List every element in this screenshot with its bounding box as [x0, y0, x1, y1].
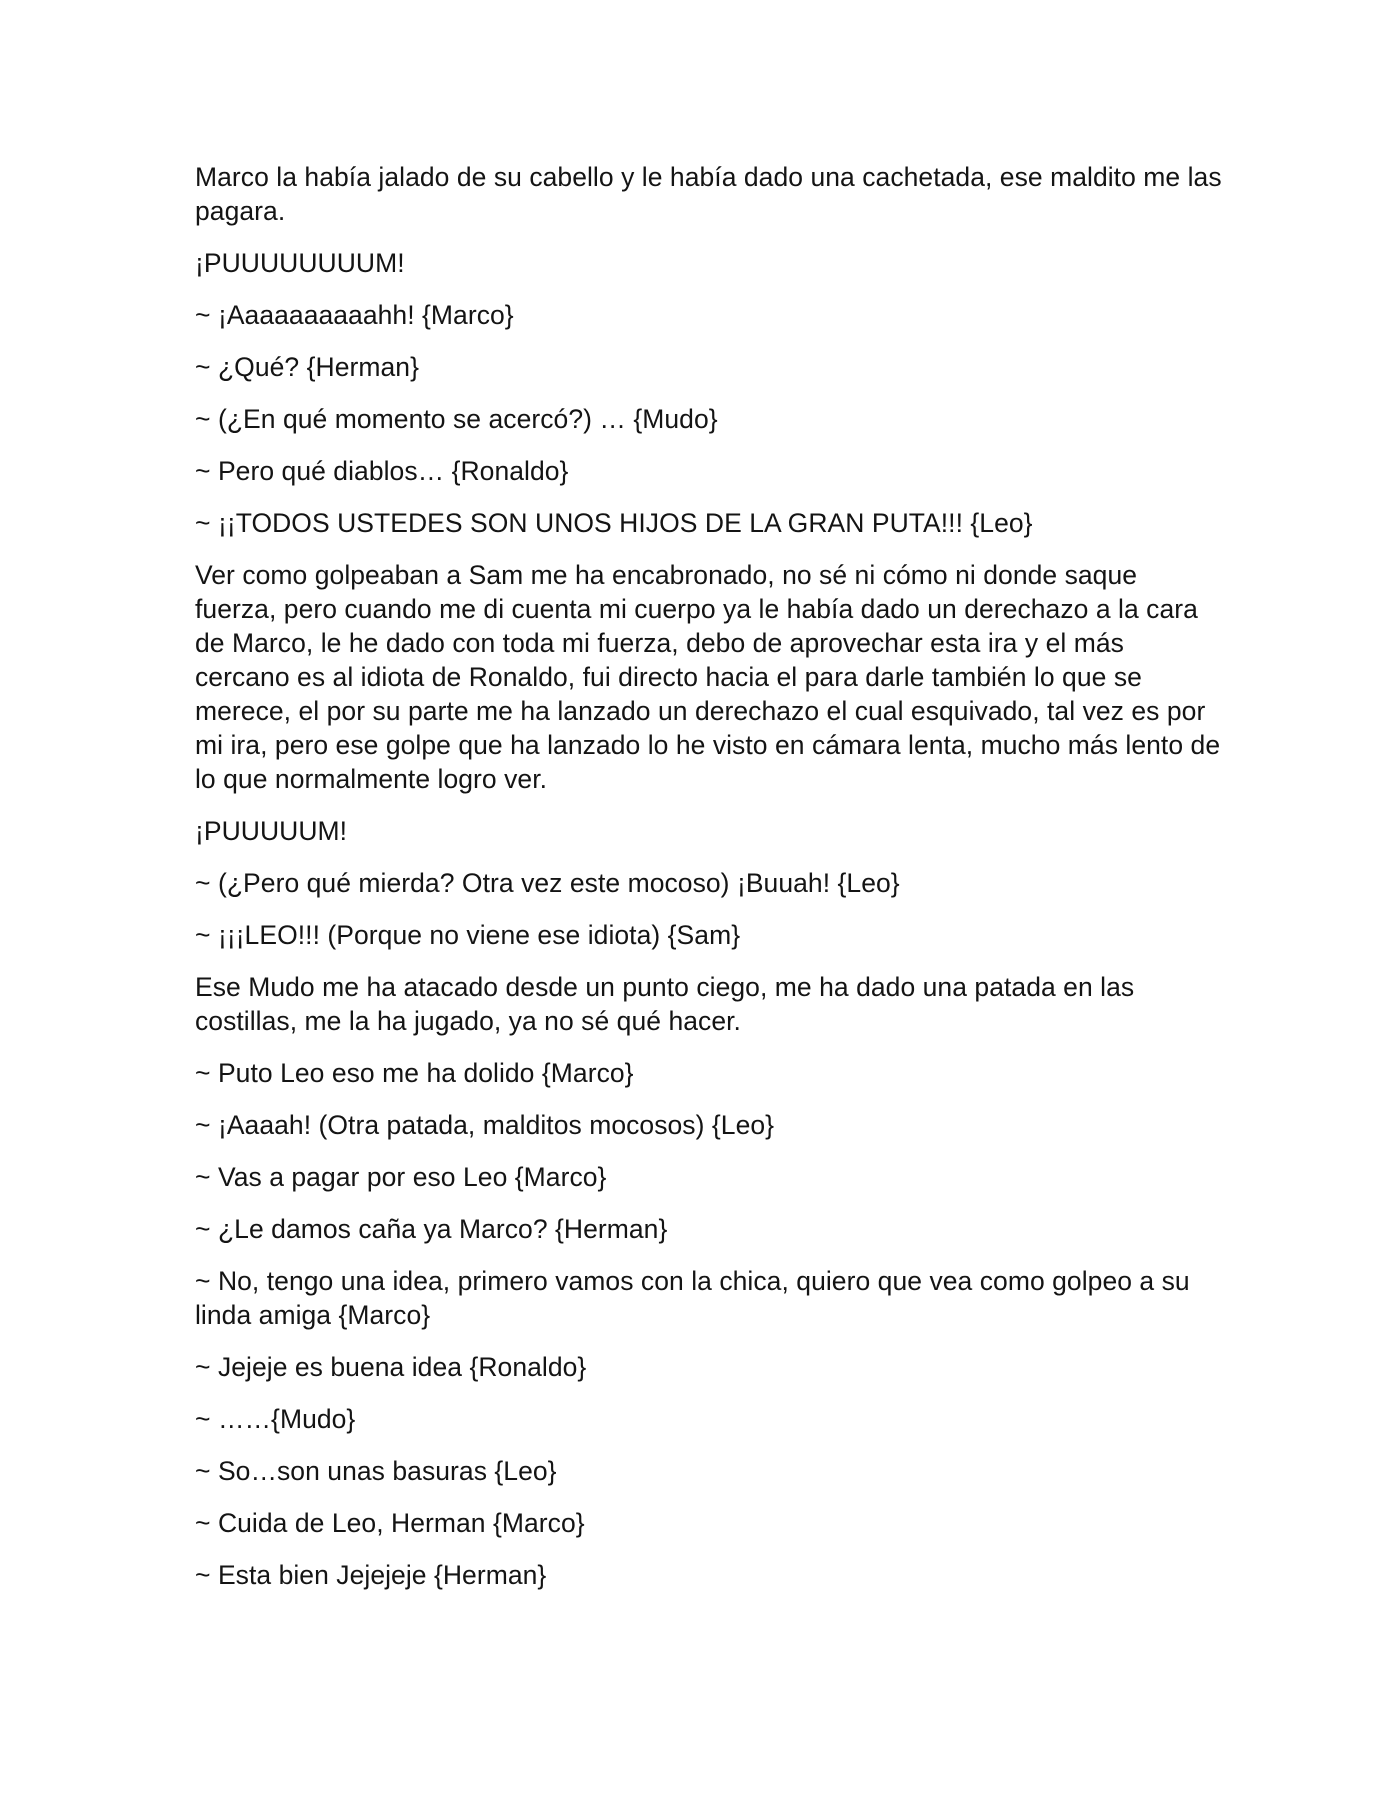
dialogue-line: ~ (¿Pero qué mierda? Otra vez este mocoso) ¡Buuah! {Leo} [195, 868, 900, 898]
narration-paragraph: Ver como golpeaban a Sam me ha encabronado, no sé ni cómo ni donde saque fuerza, pero cuando me di cuenta mi cuerpo ya le había dado un derechazo a la cara de Marco, le he dado con toda mi fuerza, debo de aprovechar esta ira y el más cercano es al idiota de Ronaldo, fui directo hacia el para darle también lo que se merece, el por su parte me ha lanzado un derechazo el cual esquivado, tal vez es por mi ira, pero ese golpe que ha lanzado lo he visto en cámara lenta, mucho más lento de lo que normalmente logro ver. [195, 560, 1221, 794]
dialogue-line: ~ Jejeje es buena idea {Ronaldo} [195, 1352, 587, 1382]
sound-effect-line: ¡PUUUUUM! [195, 816, 348, 846]
dialogue-line: ~ Pero qué diablos… {Ronaldo} [195, 456, 569, 486]
dialogue-line: ~ (¿En qué momento se acercó?) … {Mudo} [195, 404, 718, 434]
dialogue-line: ~ ¡Aaaaaaaaaahh! {Marco} [195, 300, 514, 330]
dialogue-line: ~ ¿Le damos caña ya Marco? {Herman} [195, 1214, 668, 1244]
dialogue-line: ~ ¿Qué? {Herman} [195, 352, 419, 382]
dialogue-line: ~ ¡¡TODOS USTEDES SON UNOS HIJOS DE LA GRAN PUTA!!! {Leo} [195, 508, 1033, 538]
dialogue-line: ~ Vas a pagar por eso Leo {Marco} [195, 1162, 607, 1192]
dialogue-line: ~ Puto Leo eso me ha dolido {Marco} [195, 1058, 634, 1088]
dialogue-line: ~ Esta bien Jejejeje {Herman} [195, 1560, 547, 1590]
narration-paragraph: Marco la había jalado de su cabello y le había dado una cachetada, ese maldito me las pagara. [195, 162, 1222, 226]
narration-paragraph: Ese Mudo me ha atacado desde un punto ciego, me ha dado una patada en las costillas, me la ha jugado, ya no sé qué hacer. [195, 972, 1135, 1036]
dialogue-line: ~ So…son unas basuras {Leo} [195, 1456, 557, 1486]
dialogue-line: ~ No, tengo una idea, primero vamos con la chica, quiero que vea como golpeo a su linda amiga {Marco} [195, 1266, 1190, 1330]
dialogue-line: ~ ¡Aaaah! (Otra patada, malditos mocosos) {Leo} [195, 1110, 775, 1140]
sound-effect-line: ¡PUUUUUUUUM! [195, 248, 405, 278]
dialogue-line: ~ ¡¡¡LEO!!! (Porque no viene ese idiota) {Sam} [195, 920, 741, 950]
dialogue-line: ~ Cuida de Leo, Herman {Marco} [195, 1508, 585, 1538]
document-page [195, 160, 1225, 1610]
dialogue-line: ~ ……{Mudo} [195, 1404, 356, 1434]
